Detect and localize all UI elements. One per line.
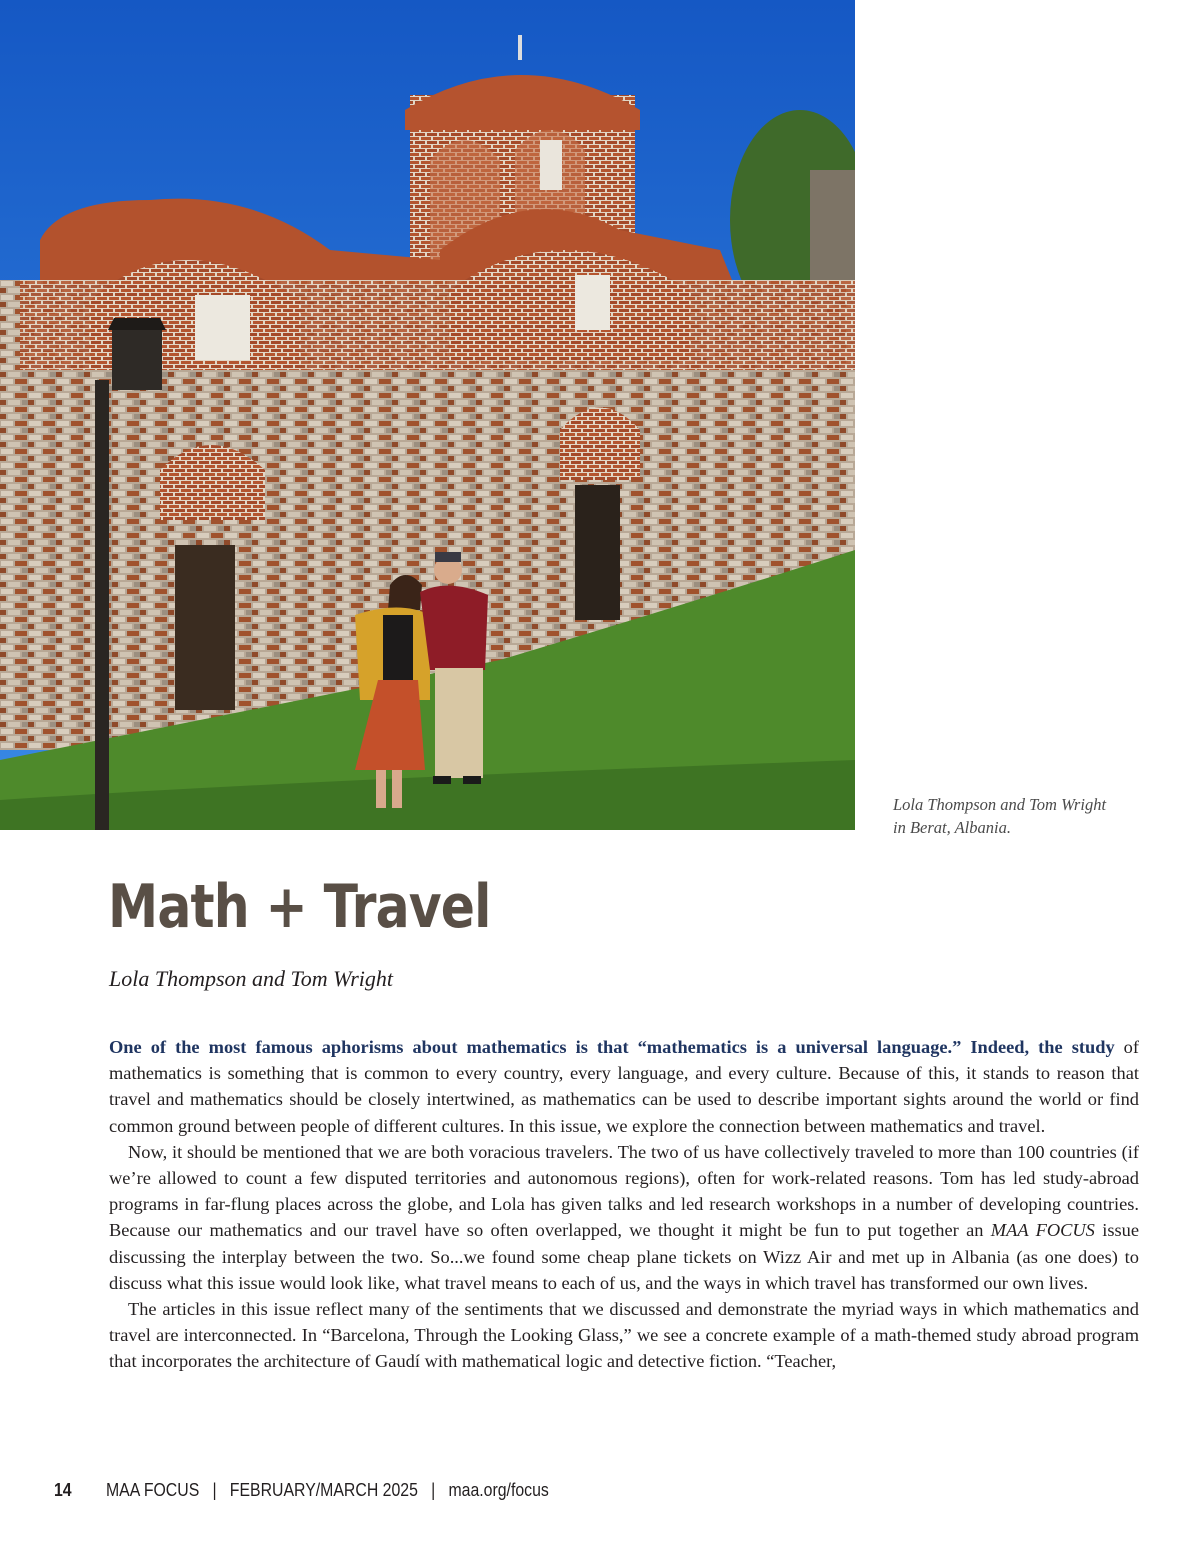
article-byline: Lola Thompson and Tom Wright xyxy=(109,966,394,991)
footer-separator-2: | xyxy=(431,1480,436,1500)
paragraph-2-part-b: issue discussing the interplay between the two. So...we found some cheap plane tickets on Wizz Air and met up in Albania (as one does) to discuss what this issue would look like, what travel means to each of us, and the ways in which travel has transformed our own lives. xyxy=(109,1220,1139,1293)
footer-issue: FEBRUARY/MARCH 2025 xyxy=(229,1480,418,1500)
church-photo xyxy=(0,0,855,830)
caption-line-1: Lola Thompson and Tom Wright xyxy=(893,795,1107,814)
paragraph-1 xyxy=(109,1034,1139,1139)
footer-publication: MAA FOCUS xyxy=(105,1480,200,1500)
footer-separator-1: | xyxy=(212,1480,217,1500)
lead-sentence: One of the most famous aphorisms about mathematics is that “mathematics is a universal language.” Indeed, the study xyxy=(109,1037,1115,1057)
footer-url[interactable]: maa.org/focus xyxy=(448,1480,549,1500)
article-body xyxy=(109,1034,1139,1375)
page-footer xyxy=(54,1480,549,1501)
paragraph-3: The articles in this issue reflect many of the sentiments that we discussed and demonstrate the myriad ways in which mathematics and travel are interconnected. In “Barcelona, Through the Looking Glass,” we see a concrete example of a math-themed study abroad program that incorporates the architecture of Gaudí with mathematical logic and detective fiction. “Teacher, xyxy=(109,1299,1139,1372)
paragraph-2 xyxy=(109,1139,1139,1296)
page-number: 14 xyxy=(54,1480,72,1500)
paragraph-2-part-a: Now, it should be mentioned that we are both voracious travelers. The two of us have collectively traveled to more than 100 countries (if we’re allowed to count a few disputed territories and autonomous regions), often for work-related reasons. Tom has led study-abroad programs in far-flung places across the globe, and Lola has given talks and led research workshops in a number of developing countries. Because our mathematics and our travel have so often overlapped, we thought it might be fun to put together an xyxy=(109,1141,1139,1241)
publication-name-italic: MAA FOCUS xyxy=(990,1220,1095,1241)
article-title: Math + Travel xyxy=(108,872,491,942)
paragraph-1-rest: of mathematics is something that is common to every country, every language, and every culture. Because of this, it stands to reason that travel and mathematics should be closely intertwined, as mathematics can be used to describe important sights around the world or find common ground between people of different cultures. In this issue, we explore the connection between mathematics and travel. xyxy=(109,1037,1140,1136)
photo-caption xyxy=(893,793,1183,839)
caption-line-2: in Berat, Albania. xyxy=(893,818,1011,837)
church-photo-icon xyxy=(0,0,855,830)
